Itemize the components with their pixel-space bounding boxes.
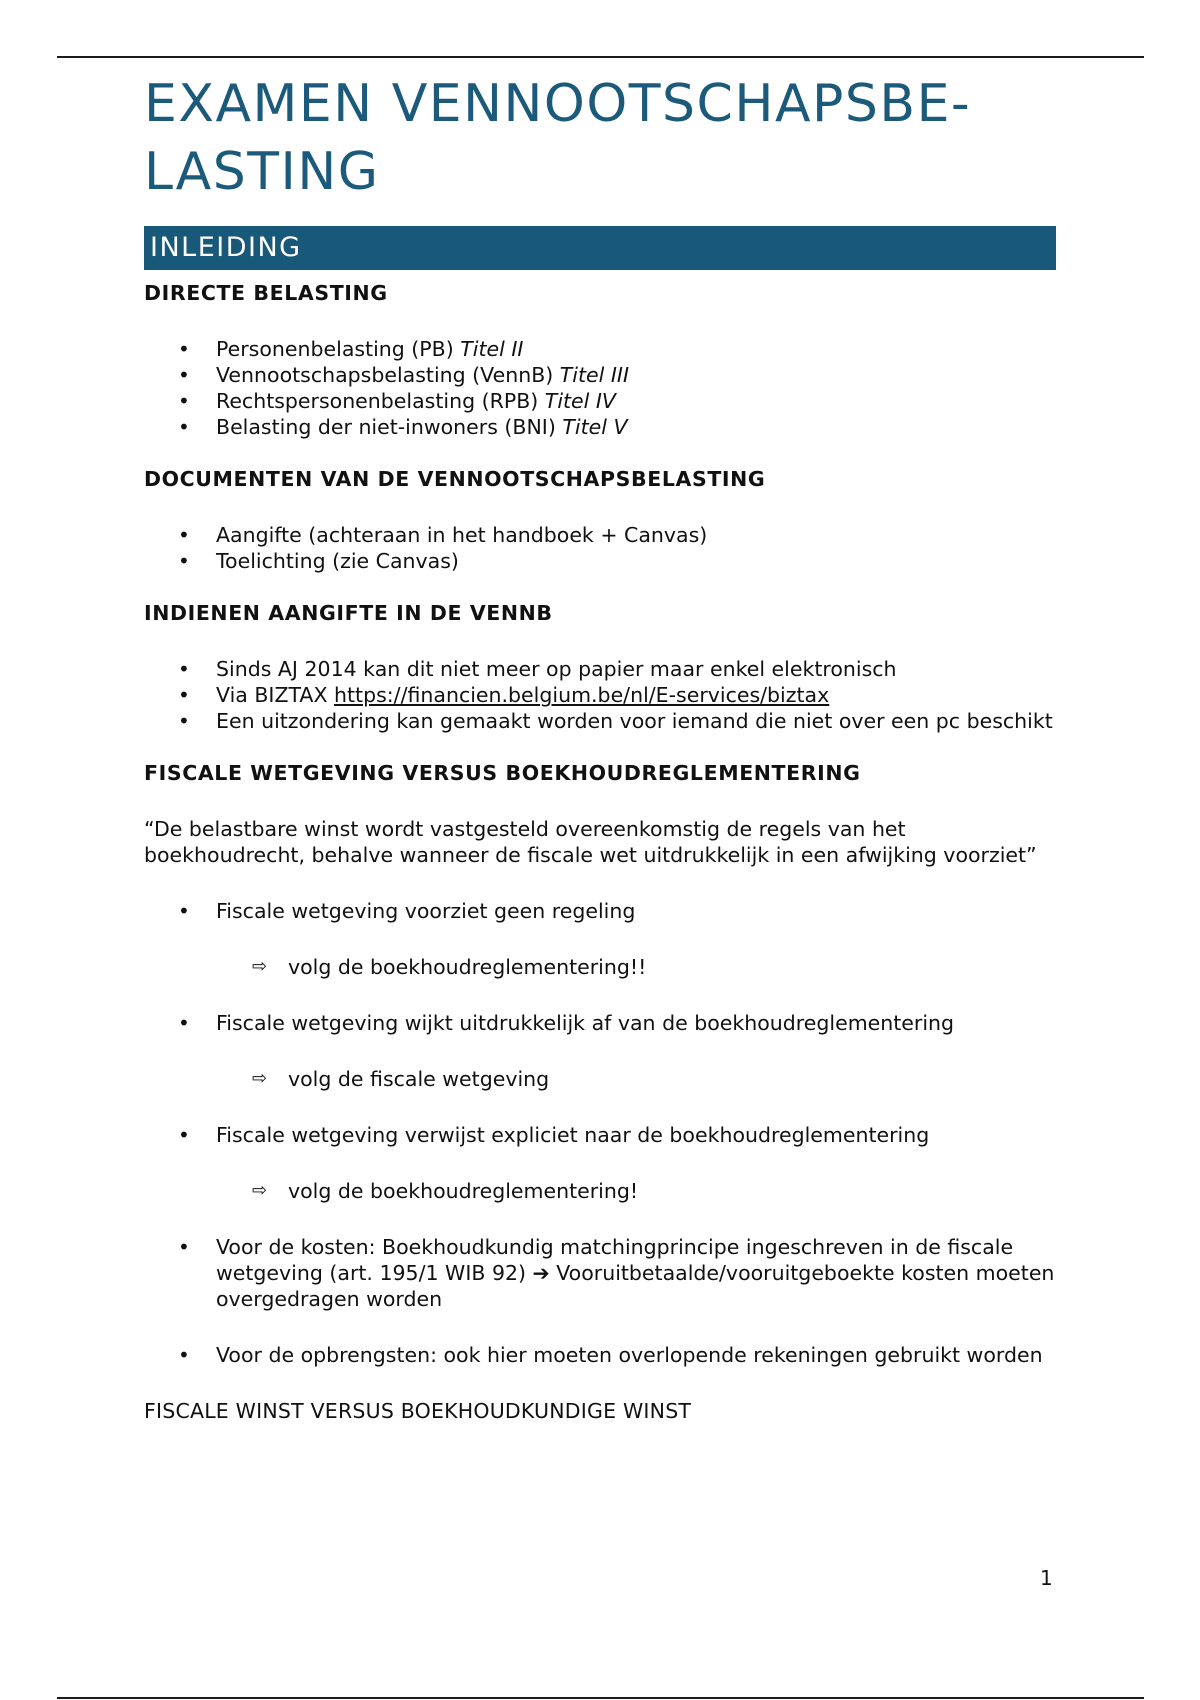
consequence-line: ⇨ volg de boekhoudreglementering!!	[252, 955, 647, 979]
list-item: • Rechtspersonenbelasting (RPB) Titel IV	[144, 388, 1056, 414]
list-item: • Fiscale wetgeving wijkt uitdrukkelijk af van de boekhoudreglementering	[144, 1010, 1056, 1036]
list-kosten-opbrengsten	[144, 1234, 1056, 1368]
heading-fiscale-wetgeving: FISCALE WETGEVING VERSUS BOEKHOUDREGLEMENTERING	[144, 761, 861, 785]
page-number: 1	[1040, 1566, 1053, 1590]
list-item: • Toelichting (zie Canvas)	[144, 548, 1056, 574]
list-fiscale-cases	[144, 1010, 1056, 1036]
consequence-line: ⇨ volg de boekhoudreglementering!	[252, 1179, 639, 1203]
list-item: • Personenbelasting (PB) Titel II	[144, 336, 1056, 362]
list-indienen	[144, 656, 1056, 734]
consequence-line: ⇨ volg de fiscale wetgeving	[252, 1067, 550, 1091]
list-item: • Vennootschapsbelasting (VennB) Titel III	[144, 362, 1056, 388]
bottom-rule	[57, 1697, 1144, 1699]
bold-right-arrow-icon: ➔	[532, 1261, 550, 1285]
page-content	[144, 70, 1056, 1424]
list-directe-belasting	[144, 336, 1056, 440]
list-item: • Belasting der niet-inwoners (BNI) Titel V	[144, 414, 1056, 440]
hollow-right-arrow-icon: ⇨	[252, 1180, 268, 1201]
section-heading-inleiding: INLEIDING	[144, 226, 1056, 270]
quote-belastbare-winst: “De belastbare winst wordt vastgesteld overeenkomstig de regels van het boekhoudrecht, behalve wanneer de fiscale wet uitdrukkelijk in een afwijking voorziet”	[144, 817, 1037, 867]
list-item: • Aangifte (achteraan in het handboek + Canvas)	[144, 522, 1056, 548]
list-fiscale-cases	[144, 1122, 1056, 1148]
list-item: • Voor de opbrengsten: ook hier moeten overlopende rekeningen gebruikt worden	[144, 1342, 1056, 1368]
document-title	[144, 70, 1056, 206]
heading-indienen-aangifte: INDIENEN AANGIFTE IN DE VENNB	[144, 601, 553, 625]
list-item: • Voor de kosten: Boekhoudkundig matchingprincipe ingeschreven in de fiscale wetgeving (art. 195/1 WIB 92) ➔ Vooruitbetaalde/vooruitgeboekte kosten moeten overgedragen worden	[144, 1234, 1056, 1312]
list-item: • Sinds AJ 2014 kan dit niet meer op papier maar enkel elektronisch	[144, 656, 1056, 682]
title-line-1: EXAMEN VENNOOTSCHAPSBE-	[144, 74, 972, 134]
heading-documenten: DOCUMENTEN VAN DE VENNOOTSCHAPSBELASTING	[144, 467, 766, 491]
hollow-right-arrow-icon: ⇨	[252, 956, 268, 977]
list-documenten	[144, 522, 1056, 574]
list-item: • Een uitzondering kan gemaakt worden voor iemand die niet over een pc beschikt	[144, 708, 1056, 734]
hollow-right-arrow-icon: ⇨	[252, 1068, 268, 1089]
heading-fiscale-winst: FISCALE WINST VERSUS BOEKHOUDKUNDIGE WINST	[144, 1399, 692, 1423]
top-rule	[57, 56, 1144, 58]
biztax-link[interactable]: https://financien.belgium.be/nl/E-services/biztax	[334, 683, 830, 707]
list-item: • Via BIZTAX https://financien.belgium.be/nl/E-services/biztax	[144, 682, 1056, 708]
list-item: • Fiscale wetgeving verwijst expliciet naar de boekhoudreglementering	[144, 1122, 1056, 1148]
title-line-2: LASTING	[144, 142, 380, 202]
list-item: • Fiscale wetgeving voorziet geen regeling	[144, 898, 1056, 924]
list-fiscale-cases	[144, 898, 1056, 924]
heading-directe-belasting: DIRECTE BELASTING	[144, 281, 388, 305]
